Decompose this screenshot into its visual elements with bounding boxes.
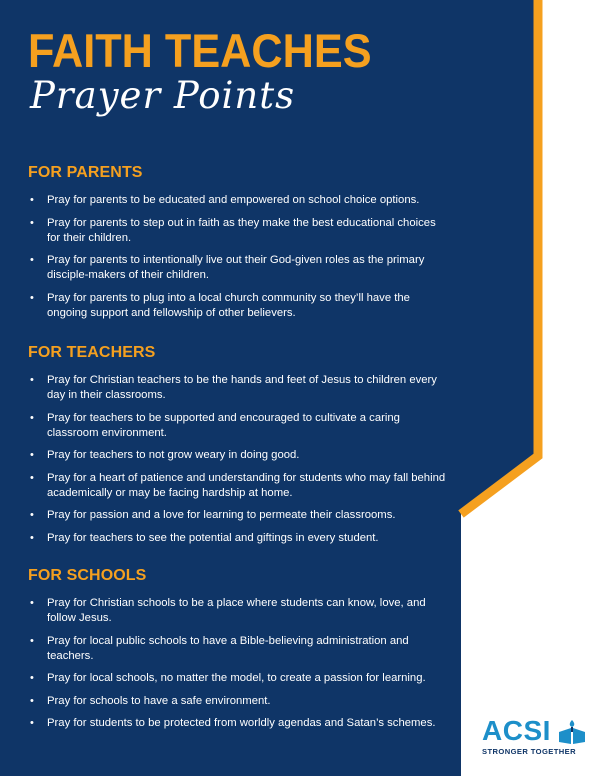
- list-item: • Pray for local public schools to have a Bible-believing administration and teachers.: [30, 634, 409, 662]
- section-heading: FOR PARENTS: [28, 164, 143, 181]
- list-item: • Pray for Christian teachers to be the hands and feet of Jesus to children every day in their classrooms.: [30, 374, 437, 401]
- list-item: • Pray for students to be protected from worldly agendas and Satan’s schemes.: [30, 717, 436, 729]
- page-title: FAITH TEACHES: [28, 24, 372, 77]
- section-parents: [28, 163, 448, 328]
- prayer-list: [28, 373, 448, 546]
- logo-tagline: STRONGER TOGETHER: [482, 747, 576, 756]
- list-item: • Pray for parents to be educated and empowered on school choice options.: [30, 194, 420, 206]
- section-heading: FOR TEACHERS: [28, 344, 156, 361]
- list-item: • Pray for teachers to see the potential and giftings in every student.: [30, 531, 379, 544]
- list-item: • Pray for schools to have a safe environment.: [30, 694, 271, 707]
- logo-wordmark: ACSI: [482, 715, 551, 746]
- list-item: • Pray for a heart of patience and understanding for students who may fall behind academically or may be facing hardship at home.: [30, 471, 446, 499]
- list-item: • Pray for Christian schools to be a place where students can know, love, and follow Jesus.: [30, 597, 426, 624]
- section-teachers: [28, 343, 448, 553]
- list-item: • Pray for passion and a love for learning to permeate their classrooms.: [30, 509, 396, 521]
- list-item: • Pray for parents to intentionally live out their God-given roles as the primary disciple-makers of their children.: [30, 254, 425, 281]
- list-item: • Pray for local schools, no matter the model, to create a passion for learning.: [30, 672, 426, 684]
- list-item: • Pray for parents to step out in faith as they make the best educational choices for their children.: [30, 216, 436, 244]
- prayer-list: [28, 193, 448, 321]
- page-subtitle: Prayer Points: [30, 74, 296, 117]
- section-heading: FOR SCHOOLS: [28, 567, 147, 584]
- prayer-list: [28, 596, 448, 731]
- book-torch-icon: [556, 718, 588, 746]
- list-item: • Pray for parents to plug into a local church community so they’ll have the ongoing support and fellowship of other believers.: [30, 291, 410, 319]
- acsi-logo: [474, 716, 592, 766]
- list-item: • Pray for teachers to not grow weary in doing good.: [30, 449, 300, 461]
- section-schools: [28, 566, 448, 739]
- list-item: • Pray for teachers to be supported and encouraged to cultivate a caring classroom environment.: [30, 411, 400, 439]
